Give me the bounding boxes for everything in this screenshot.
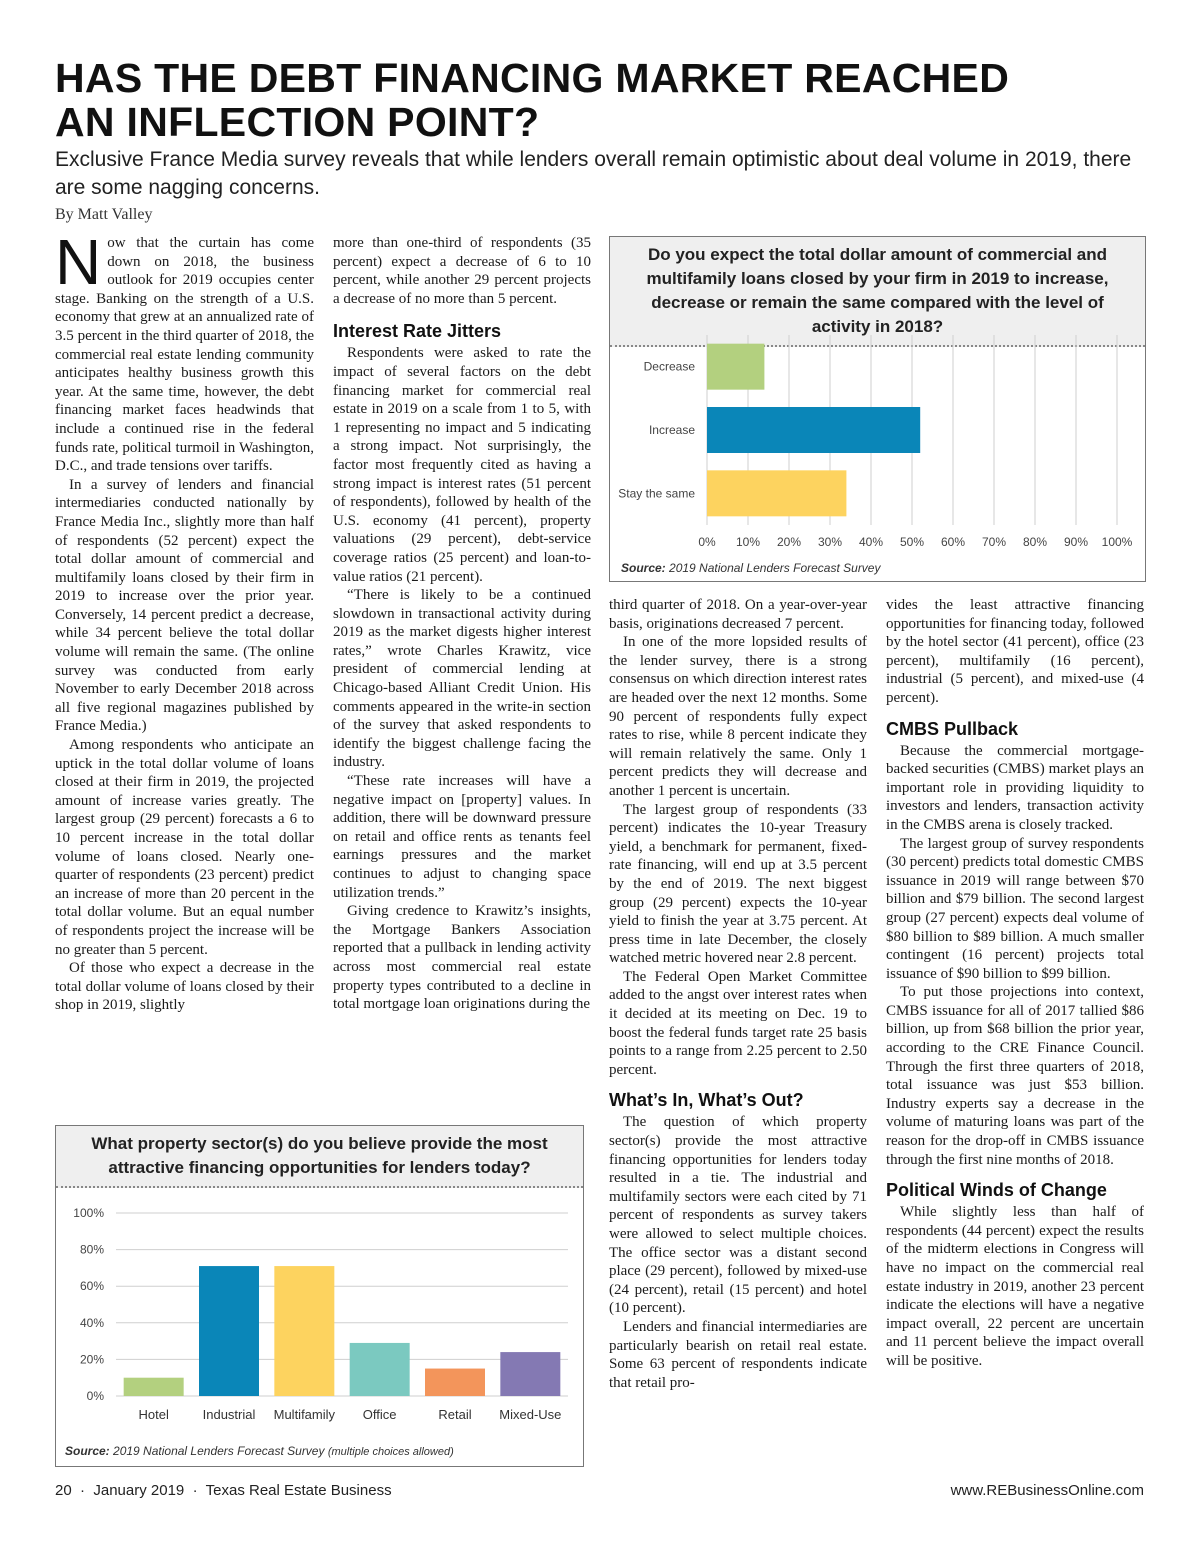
- bar-industrial: [199, 1266, 259, 1396]
- paragraph: In one of the more lopsided results of the lender survey, there is a strong consensus on which direction interest rates are headed over the next 12 months. Some 90 percent of respondents fully expect rates to rise, while 8 percent indicate they will remain relatively the same. Only 1 percent predicts they will decrease and another 1 percent is uncertain.: [609, 634, 867, 799]
- paragraph: “These rate increases will have a negative impact on [property] values. In addition, there will be downward pressure on retail and office rents as tenants feel earnings pressures and the market continues to adjust to changing space utilization trends.”: [333, 773, 591, 901]
- deck: Exclusive France Media survey reveals that while lenders overall remain optimistic about deal volume in 2019, there are some nagging concerns.: [55, 148, 1132, 199]
- paragraph: Among respondents who anticipate an uptick in the total dollar volume of loans closed at their firm in 2019, the projected amount of increase varies greatly. The largest group (29 percent) forecasts a 6 to 10 percent increase in the total dollar volume of loans closed. Nearly one-quarter of respondents (23 percent) predict an increase of more than 20 percent in the total dollar volume. But an equal number of respondents project the increase will be no greater than 5 percent.: [55, 737, 314, 958]
- byline: By Matt Valley: [55, 206, 153, 223]
- paragraph: The question of which property sector(s) provide the most attractive financing opportunities for lenders today resulted in a tie. The industrial and multifamily sectors were each cited by 71 percent of respondents as survey takers were allowed to select multiple choices. The office sector was a distant second place (29 percent), followed by mixed-use (24 percent), retail (15 percent) and hotel (10 percent).: [609, 1114, 867, 1317]
- chart-1-svg: [610, 325, 1145, 575]
- x-tick-label: 0%: [698, 535, 716, 549]
- x-tick-label: 60%: [940, 535, 966, 549]
- category-label: Stay the same: [618, 486, 695, 501]
- category-label: Increase: [648, 423, 695, 437]
- paragraph: The Federal Open Market Committee added to the angst over interest rates when it decided at its meeting on Dec. 19 to boost the federal funds target rate 25 basis points to a range from 2.25 percent to 2.50 percent.: [609, 968, 867, 1078]
- x-tick-label: 10%: [735, 535, 761, 549]
- x-tick-label: 80%: [1022, 535, 1048, 549]
- footer-website[interactable]: www.REBusinessOnline.com: [950, 1482, 1144, 1499]
- paragraph: Respondents were asked to rate the impact of several factors on the debt financing market for commercial real estate in 2019 on a scale from 1 to 5, with 1 representing no impact and 5 indicating a strong impact. Not surprisingly, the factor most frequently cited as having a strong impact is interest rates (51 percent of respondents), followed by health of the U.S. economy (41 percent), property valuations (29 percent), debt-service coverage ratios (25 percent) and loan-to-value ratios (21 percent).: [333, 345, 591, 585]
- category-label: Retail: [438, 1407, 472, 1422]
- chart-loan-volume-expectation: [609, 236, 1146, 582]
- x-tick-label: 100%: [1101, 535, 1133, 549]
- column-3: [609, 596, 867, 1392]
- chart-title: Do you expect the total dollar amount of commercial and multifamily loans closed by your firm in 2019 to increase, decrease or remain the same compared with the level of activity in 2018?: [610, 237, 1145, 347]
- chart-source: Source: 2019 National Lenders Forecast Survey (multiple choices allowed): [65, 1444, 454, 1458]
- paragraph: The largest group of respondents (33 percent) indicates the 10-year Treasury yield, a benchmark for permanent, fixed-rate financing, will end up at 3.5 percent by the end of 2019. The next biggest group (29 percent) expects the 10-year yield to finish the year at 3.75 percent. At press time in late December, the closely watched metric hovered near 2.8 percent.: [609, 801, 867, 967]
- subhead-interest-rate-jitters: Interest Rate Jitters: [333, 321, 502, 342]
- x-tick-label: 50%: [899, 535, 925, 549]
- x-tick-label: 90%: [1063, 535, 1089, 549]
- x-tick-label: 70%: [981, 535, 1007, 549]
- bar-retail: [425, 1369, 485, 1396]
- chart-property-sectors: [55, 1125, 584, 1467]
- dropcap: N: [55, 226, 102, 298]
- category-label: Industrial: [202, 1407, 256, 1422]
- paragraph: In a survey of lenders and financial intermediaries conducted nationally by France Media Inc., slightly more than half of respondents (52 percent) expect the total dollar amount of commercial and multifamily loans closed by their firm in 2019 to increase over the prior year. Conversely, 14 percent predict a decrease, while 34 percent believe the total dollar volume will remain the same. (The online survey was conducted from early November to early December 2018 across all five regional magazines published by France Media.): [55, 476, 314, 735]
- paragraph: vides the least attractive financing opportunities for financing today, followed by the hotel sector (41 percent), office (23 percent), multifamily (16 percent), industrial (5 percent), and mixed-use (4 percent).: [886, 597, 1144, 706]
- bar-hotel: [124, 1378, 184, 1396]
- y-tick-label: 40%: [79, 1315, 104, 1330]
- x-tick-label: 30%: [817, 535, 843, 549]
- bar-increase: [707, 407, 920, 453]
- bar-multifamily: [274, 1266, 334, 1396]
- headline-line-2: AN INFLECTION POINT?: [55, 99, 540, 145]
- paragraph: more than one-third of respondents (35 percent) expect a decrease of 6 to 10 percent, while another 29 percent projects a decrease of no more than 5 percent.: [333, 235, 591, 307]
- y-tick-label: 60%: [79, 1279, 104, 1294]
- paragraph: Lenders and financial intermediaries are particularly bearish on retail real estate. Some 63 percent of respondents indicate that retail pro-: [609, 1318, 867, 1391]
- bar-stay-the-same: [707, 470, 846, 516]
- headline: [55, 56, 1155, 144]
- column-2: [333, 234, 591, 1014]
- bar-decrease: [707, 344, 764, 390]
- y-tick-label: 20%: [79, 1352, 104, 1367]
- x-tick-label: 20%: [776, 535, 802, 549]
- category-label: Office: [362, 1407, 397, 1422]
- paragraph: Of those who expect a decrease in the total dollar volume of loans closed by their shop in 2019, slightly: [55, 960, 314, 1014]
- paragraph: Now that the curtain has come down on 2018, the business outlook for 2019 occupies center stage. Banking on the strength of a U.S. economy that grew at an annualized rate of 3.5 percent in the third quarter of 2018, the commercial real estate lending community anticipates healthy business growth this year. At the same time, however, the debt financing market faces headwinds that include a continued rise in the federal funds rate, political turmoil in Washington, D.C., and trade tensions over tariffs.: [55, 226, 314, 475]
- category-label: Multifamily: [273, 1407, 336, 1422]
- subhead-political-winds: Political Winds of Change: [886, 1180, 1107, 1201]
- footer-folio: 20 · January 2019 · Texas Real Estate Business: [55, 1482, 392, 1499]
- paragraph: third quarter of 2018. On a year-over-year basis, originations decreased 7 percent.: [609, 597, 867, 632]
- paragraph: Giving credence to Krawitz’s insights, the Mortgage Bankers Association reported that a pullback in lending activity across most commercial real estate property types contributed to a decline in total mortgage loan originations during the: [333, 903, 591, 1013]
- category-label: Decrease: [643, 359, 695, 374]
- paragraph: “There is likely to be a continued slowdown in transactional activity during 2019 as the market digests higher interest rates,” wrote Charles Krawitz, vice president of commercial lending at Chicago-based Alliant Credit Union. His comments appeared in the write-in section of the survey that asked respondents to identify the biggest challenge facing the industry.: [333, 587, 591, 771]
- category-label: Hotel: [138, 1407, 169, 1422]
- column-1: [55, 226, 314, 1015]
- y-tick-label: 0%: [86, 1389, 104, 1403]
- paragraph: Because the commercial mortgage-backed securities (CMBS) market plays an important role in providing liquidity to investors and lenders, transaction activity in the CMBS arena is closely tracked.: [886, 742, 1144, 833]
- chart-source: Source: 2019 National Lenders Forecast Survey: [621, 561, 881, 575]
- x-tick-label: 40%: [858, 535, 884, 549]
- paragraph: While slightly less than half of respondents (44 percent) expect the results of the midterm elections in Congress will have no impact on the commercial real estate industry in 2019, another 23 percent indicate the elections will have a negative impact overall, 22 percent are uncertain and 11 percent believe the impact overall will be positive.: [886, 1204, 1144, 1369]
- paragraph: To put those projections into context, CMBS issuance for all of 2017 tallied $86 billion, up from $68 billion the prior year, according to the CRE Finance Council. Through the first three quarters of 2018, total issuance was just $53 billion. Industry experts say a decrease in the volume of maturing loans was part of the reason for the drop-off in CMBS issuance through the first nine months of 2018.: [886, 984, 1144, 1168]
- subhead-whats-in-whats-out: What’s In, What’s Out?: [609, 1090, 804, 1111]
- y-tick-label: 80%: [79, 1242, 104, 1257]
- column-4: [886, 596, 1144, 1371]
- subhead-cmbs-pullback: CMBS Pullback: [886, 718, 1019, 739]
- chart-title: What property sector(s) do you believe provide the most attractive financing opportunities for lenders today?: [56, 1126, 583, 1188]
- bar-office: [350, 1343, 410, 1396]
- category-label: Mixed-Use: [499, 1407, 562, 1422]
- bar-mixed-use: [500, 1352, 560, 1396]
- chart-2-svg: [56, 1194, 583, 1444]
- y-tick-label: 100%: [73, 1206, 104, 1220]
- paragraph: The largest group of survey respondents (30 percent) predicts total domestic CMBS issuance in 2019 will range between $70 billion and $79 billion. The second largest group (27 percent) expects deal volume of $80 billion to $89 billion. A much smaller contingent (16 percent) projects total issuance of $90 billion to $99 billion.: [886, 835, 1144, 982]
- headline-line-1: HAS THE DEBT FINANCING MARKET REACHED: [55, 55, 1010, 101]
